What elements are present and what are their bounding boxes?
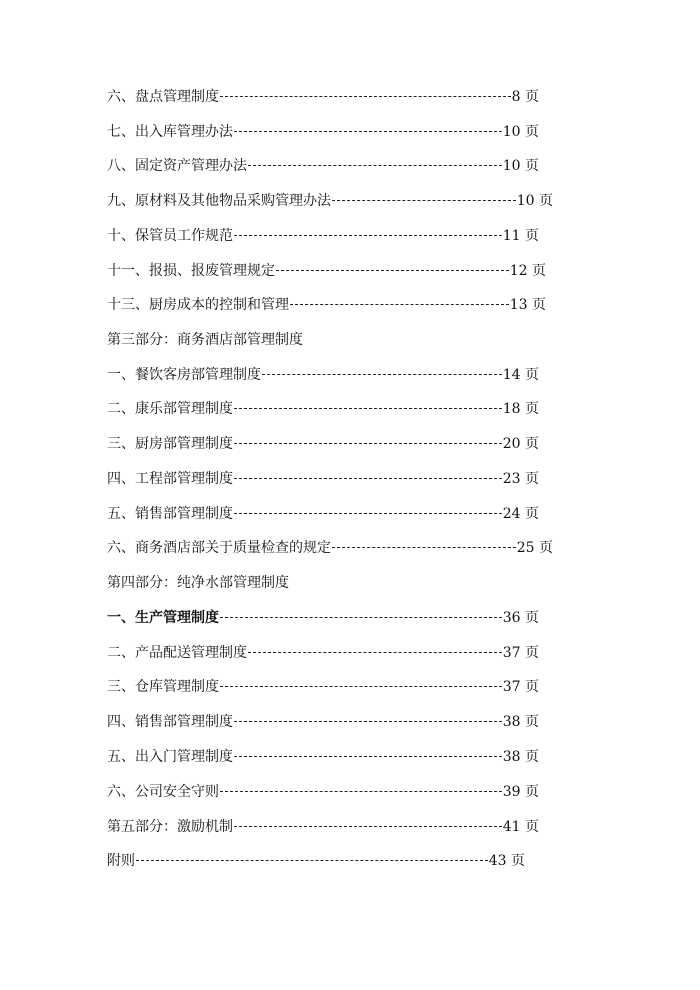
dot-leader bbox=[276, 270, 509, 271]
dot-leader bbox=[248, 652, 502, 653]
dot-leader bbox=[234, 826, 502, 827]
toc-entry-page: 10 页 bbox=[502, 158, 539, 174]
dot-leader bbox=[290, 304, 509, 305]
dot-leader bbox=[220, 686, 502, 687]
toc-entry bbox=[107, 400, 539, 418]
toc-entry-title: 六、商务酒店部关于质量检查的规定 bbox=[107, 540, 331, 556]
dot-leader bbox=[220, 96, 511, 97]
toc-entry-title: 六、公司安全守则 bbox=[107, 784, 219, 800]
toc-entry-page: 12 页 bbox=[509, 263, 546, 279]
toc-entry-page: 25 页 bbox=[516, 540, 553, 556]
toc-entry bbox=[107, 470, 539, 488]
toc-entry-page: 37 页 bbox=[502, 645, 539, 661]
toc-entry-title: 一、生产管理制度 bbox=[107, 610, 219, 626]
toc-entry bbox=[107, 713, 539, 731]
toc-entry bbox=[107, 296, 546, 314]
toc-entry-page: 41 页 bbox=[502, 819, 539, 835]
dot-leader bbox=[234, 513, 502, 514]
toc-entry-page: 23 页 bbox=[502, 471, 539, 487]
toc-entry bbox=[107, 818, 539, 836]
toc-entry bbox=[107, 192, 553, 210]
toc-entry-page: 36 页 bbox=[502, 610, 539, 626]
toc-entry-title: 十、保管员工作规范 bbox=[107, 228, 233, 244]
toc-entry bbox=[107, 783, 539, 801]
toc-entry-title: 十三、厨房成本的控制和管理 bbox=[107, 297, 289, 313]
dot-leader bbox=[234, 721, 502, 722]
dot-leader bbox=[234, 131, 502, 132]
toc-entry bbox=[107, 852, 525, 870]
toc-entry bbox=[107, 678, 539, 696]
dot-leader bbox=[220, 617, 502, 618]
toc-entry bbox=[107, 748, 539, 766]
toc-entry bbox=[107, 157, 539, 175]
toc-entry-page: 37 页 bbox=[502, 679, 539, 695]
dot-leader bbox=[136, 860, 488, 861]
toc-entry-page: 38 页 bbox=[502, 749, 539, 765]
toc-entry-page: 39 页 bbox=[502, 784, 539, 800]
toc-entry-title: 二、产品配送管理制度 bbox=[107, 645, 247, 661]
dot-leader bbox=[262, 374, 502, 375]
toc-entry-title: 三、厨房部管理制度 bbox=[107, 436, 233, 452]
toc-entry bbox=[107, 262, 546, 280]
toc-entry bbox=[107, 609, 539, 627]
toc-entry-title: 四、销售部管理制度 bbox=[107, 714, 233, 730]
toc-entry-title: 五、出入门管理制度 bbox=[107, 749, 233, 765]
toc-entry bbox=[107, 227, 539, 245]
toc-entry-page: 18 页 bbox=[502, 401, 539, 417]
toc-entry-title: 七、出入库管理办法 bbox=[107, 124, 233, 140]
toc-entry-page: 8 页 bbox=[511, 89, 539, 105]
toc-entry bbox=[107, 644, 539, 662]
toc-entry-title: 一、餐饮客房部管理制度 bbox=[107, 367, 261, 383]
toc-entry-title: 四、工程部管理制度 bbox=[107, 471, 233, 487]
toc-entry-page: 24 页 bbox=[502, 506, 539, 522]
dot-leader bbox=[220, 791, 502, 792]
toc-entry bbox=[107, 435, 539, 453]
toc-entry-title: 六、盘点管理制度 bbox=[107, 89, 219, 105]
toc-entry bbox=[107, 88, 539, 106]
toc-entry-page: 20 页 bbox=[502, 436, 539, 452]
toc-entry-page: 10 页 bbox=[516, 193, 553, 209]
dot-leader bbox=[234, 756, 502, 757]
toc-entry-page: 11 页 bbox=[502, 228, 539, 244]
toc-entry-title: 十一、报损、报废管理规定 bbox=[107, 263, 275, 279]
toc-entry-title: 九、原材料及其他物品采购管理办法 bbox=[107, 193, 331, 209]
toc-entry bbox=[107, 366, 539, 384]
toc-entry-title: 二、康乐部管理制度 bbox=[107, 401, 233, 417]
toc-entry-page: 14 页 bbox=[502, 367, 539, 383]
toc-entry-page: 13 页 bbox=[509, 297, 546, 313]
toc-entry-page: 38 页 bbox=[502, 714, 539, 730]
toc-entry-title: 第五部分：激励机制 bbox=[107, 819, 233, 835]
section-heading: 第四部分：纯净水部管理制度 bbox=[107, 575, 289, 591]
dot-leader bbox=[234, 235, 502, 236]
toc-entry-title: 三、仓库管理制度 bbox=[107, 679, 219, 695]
toc-entry-title: 五、销售部管理制度 bbox=[107, 506, 233, 522]
toc-entry-title: 附则 bbox=[107, 853, 135, 869]
toc-entry-title: 八、固定资产管理办法 bbox=[107, 158, 247, 174]
dot-leader bbox=[234, 443, 502, 444]
toc-entry bbox=[107, 505, 539, 523]
toc-entry-page: 10 页 bbox=[502, 124, 539, 140]
toc-entry bbox=[107, 539, 553, 557]
dot-leader bbox=[234, 478, 502, 479]
dot-leader bbox=[248, 165, 502, 166]
section-heading: 第三部分：商务酒店部管理制度 bbox=[107, 332, 303, 348]
dot-leader bbox=[332, 547, 516, 548]
dot-leader bbox=[234, 408, 502, 409]
dot-leader bbox=[332, 200, 516, 201]
toc-entry bbox=[107, 123, 539, 141]
toc-entry-page: 43 页 bbox=[488, 853, 525, 869]
